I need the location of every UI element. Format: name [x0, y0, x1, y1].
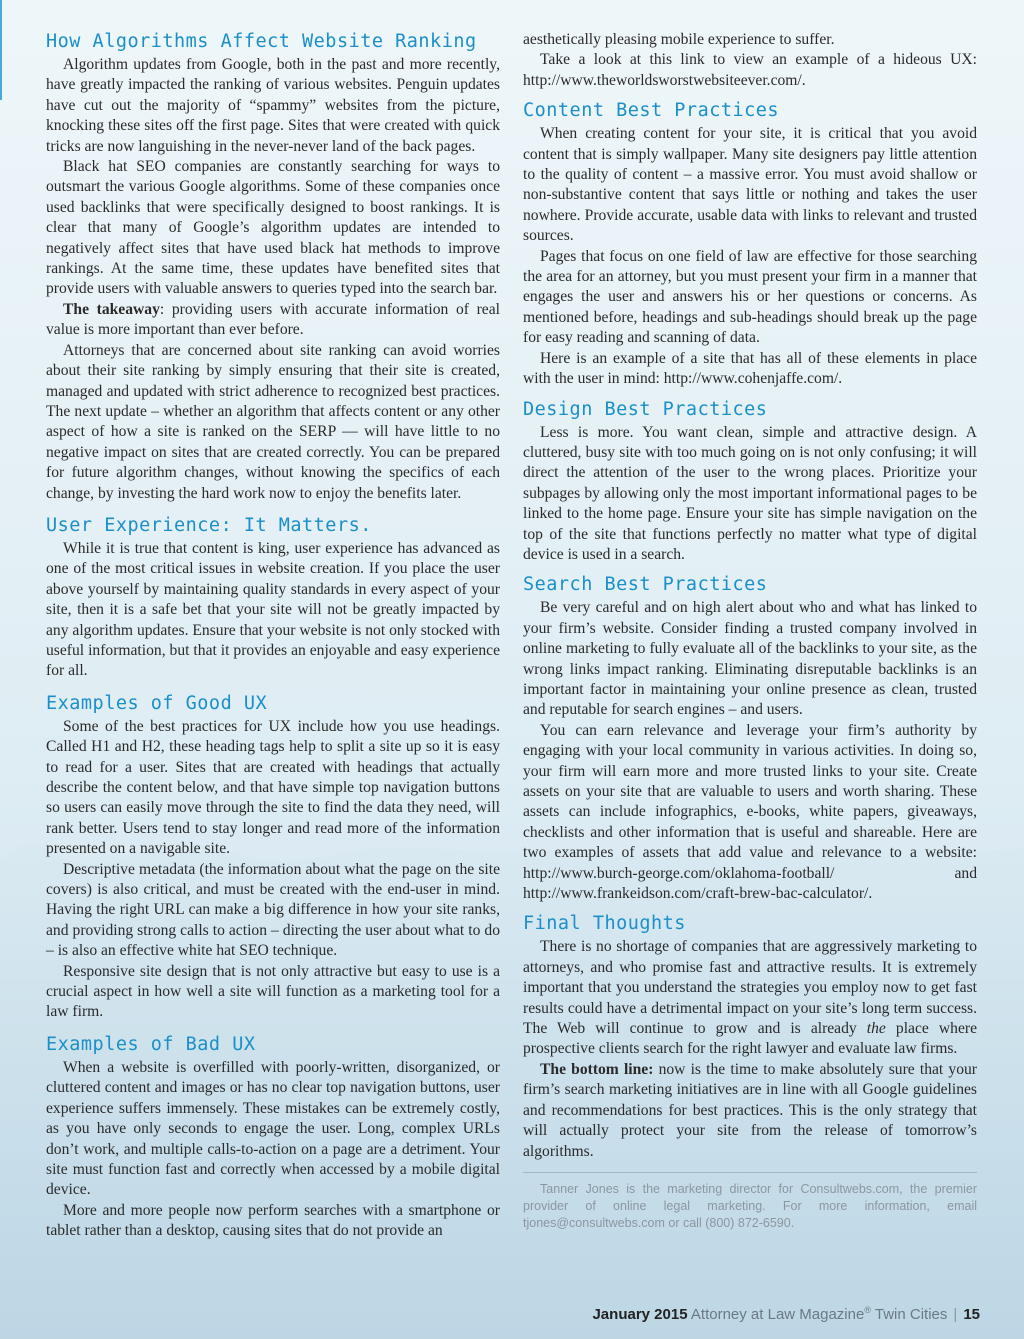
left-column	[46, 30, 500, 1242]
paragraph: Algorithm updates from Google, both in the past and more recently, have greatly impacted the ranking of various websites. Penguin updates have cut out the majority of “spammy” websites from the picture, knocking these sites off the first page. Sites that were created with quick tricks are now languishing in the never-never land of the back pages.	[46, 56, 500, 155]
page-number: 15	[963, 1306, 980, 1323]
heading-bad-ux: Examples of Bad UX	[46, 1033, 256, 1055]
paragraph: Black hat SEO companies are constantly searching for ways to outsmart the various Google algorithms. Some of these companies once used backlinks that were specifically designed to boost rankings. It is clear that many of Google’s algorithm updates are intended to negatively affect sites that have used black hat methods to improve rankings. At the same time, these updates have benefited sites that provide users with valuable answers to queries typed into the search bar.	[46, 158, 500, 298]
paragraph: Pages that focus on one field of law are effective for those searching the area for an attorney, but you must present your firm in a manner that engages the user and answers his or her questions or concerns. As mentioned before, headings and sub-headings should break up the page for easy reading and scanning of data.	[523, 247, 977, 347]
paragraph: While it is true that content is king, user experience has advanced as one of the most critical issues in website creation. If you place the user above yourself by maintaining quality standards in every aspect of your site, then it is a safe bet that your site will not be greatly impacted by any algorithm updates. Ensure that your website is not only stocked with useful information, but that it provides an enjoyable and easy experience for all.	[46, 539, 500, 680]
paragraph: Some of the best practices for UX include how you use headings. Called H1 and H2, these heading tags help to split a site up so it is easy to read for a user. Sites that are created with headings that actually describe the content below, and that have simple top navigation buttons so users can easily move through the site to find the data they need, will rank better. Users tend to stay longer and read more of the information presented on a navigable site.	[46, 717, 500, 858]
text-run: There is no shortage of companies that are aggressively marketing to attorneys, and who promise fast and attractive results. It is extremely important that you understand the strategies you employ now to get fast results could have a detrimental impact on your site’s long term success. The Web will continue to grow and is already	[523, 938, 977, 1038]
paragraph: Descriptive metadata (the information about what the page on the site covers) is also critical, and must be created with the end-user in mind. Having the right URL can make a big difference in how your site ranks, and providing strong calls to action – directing the user about what to do – is also an effective white hat SEO technique.	[46, 860, 500, 960]
heading-search-best-practices: Search Best Practices	[523, 574, 768, 596]
bottom-line-label: The bottom line:	[540, 1060, 654, 1078]
magazine-name: Attorney at Law Magazine	[690, 1306, 865, 1323]
paragraph: Less is more. You want clean, simple and attractive design. A cluttered, busy site with too much going on is not only confusing; it will direct the attention of the user to the wrong places. Prioritize your subpages by allowing only the most important informational pages to be linked to the home page. Ensure your site has simple navigation on the top of the site that functions perfectly no matter what type of digital device is used in a search.	[523, 423, 977, 563]
paragraph: Be very careful and on high alert about who and what has linked to your firm’s website. Consider finding a trusted company involved in online marketing to fully evaluate all of the backlinks to your site, as the wrong links impact ranking. Eliminating disreputable backlinks is an important factor in maintaining your online presence as clean, trusted and reputable for search engines – and users.	[523, 599, 977, 719]
paragraph: aesthetically pleasing mobile experience to suffer.	[523, 31, 835, 48]
bottom-line-paragraph	[523, 1060, 977, 1162]
paragraph: Responsive site design that is not only attractive but easy to use is a crucial aspect in how well a site will function as a marketing tool for a law firm.	[46, 962, 500, 1021]
takeaway-label: The takeaway	[63, 300, 160, 318]
paragraph: When creating content for your site, it is critical that you avoid content that is simply wallpaper. Many site designers pay little attention to the quality of content – a massive error. You must avoid shallow or non-substantive content that says little or nothing and takes the user nowhere. Provide accurate, usable data with links to relevant and trusted sources.	[523, 125, 977, 245]
magazine-edition: Twin Cities	[874, 1306, 948, 1323]
accent-bar	[0, 0, 2, 100]
heading-algorithms: How Algorithms Affect Website Ranking	[46, 31, 477, 52]
bottom-line-text: now is the time to make absolutely sure that your firm’s search marketing initiatives are in line with all Google guidelines and recommendations for best practices. This is the only strategy that will actually protect your site from the release of tomorrow’s algorithms.	[523, 1060, 977, 1160]
paragraph: When a website is overfilled with poorly-written, disorganized, or cluttered content and images or has no clear top navigation buttons, user experience suffers immensely. These mistakes can be extremely costly, as you have only seconds to engage the user. Long, complex URLs don’t work, and multiple calls-to-action on a page are a detriment. Your site must function fast and correctly when accessed by a mobile digital device.	[46, 1058, 500, 1199]
author-bio: Tanner Jones is the marketing director for Consultwebs.com, the premier provider of online legal marketing. For more information, email tjones@consultwebs.com or call (800) 872-6590.	[523, 1181, 977, 1230]
takeaway-text: : providing users with accurate information of real value is more important than ever before.	[46, 300, 500, 339]
paragraph: Take a look at this link to view an example of a hideous UX: http://www.theworldsworstwebsiteever.com/.	[523, 51, 977, 89]
registered-mark: ®	[864, 1305, 871, 1315]
takeaway-paragraph	[46, 300, 500, 341]
heading-good-ux: Examples of Good UX	[46, 692, 268, 714]
emphasis: the	[866, 1020, 886, 1038]
right-column	[523, 30, 977, 1232]
heading-design-best-practices: Design Best Practices	[523, 398, 768, 420]
heading-content-best-practices: Content Best Practices	[523, 100, 780, 122]
heading-user-experience: User Experience: It Matters.	[46, 514, 372, 536]
footer-month: January 2015	[592, 1306, 688, 1323]
paragraph: More and more people now perform searches with a smartphone or tablet rather than a desktop, causing sites that do not provide an	[46, 1201, 500, 1240]
paragraph: Here is an example of a site that has all of these elements in place with the user in mind: http://www.cohenjaffe.com/.	[523, 349, 977, 388]
heading-final-thoughts: Final Thoughts	[523, 913, 686, 935]
paragraph	[523, 937, 977, 1059]
page-footer	[592, 1305, 980, 1323]
footer-magazine	[691, 1306, 948, 1323]
paragraph: Attorneys that are concerned about site ranking can avoid worries about their site ranking by simply ensuring that their site is created, managed and updated with strict adherence to recognized best practices. The next update – whether an algorithm that affects content or any other aspect of how a site is ranked on the SERP — will have little to no negative impact on sites that are created correctly. You can be prepared for future algorithm changes, without knowing the specifics of each change, by investing the hard work now to enjoy the benefits later.	[46, 341, 500, 502]
footer-separator: |	[953, 1306, 958, 1323]
paragraph: You can earn relevance and leverage your firm’s authority by engaging with your local community in various activities. In doing so, your firm will earn more and more trusted links to your site. Create assets on your site that are valuable to users and worth sharing. These assets can include infographics, e-books, white papers, giveaways, checklists and other information that is useful and shareable. Here are two examples of assets that add value and relevance to a website: http://www.burch-george.com/oklahoma-football/ and http://www.frankeidson.com/craft-brew-bac-calculator/.	[523, 721, 977, 903]
divider	[523, 1172, 977, 1173]
text-run: place where prospective clients search for the right lawyer and evaluate law firms.	[523, 1020, 977, 1058]
